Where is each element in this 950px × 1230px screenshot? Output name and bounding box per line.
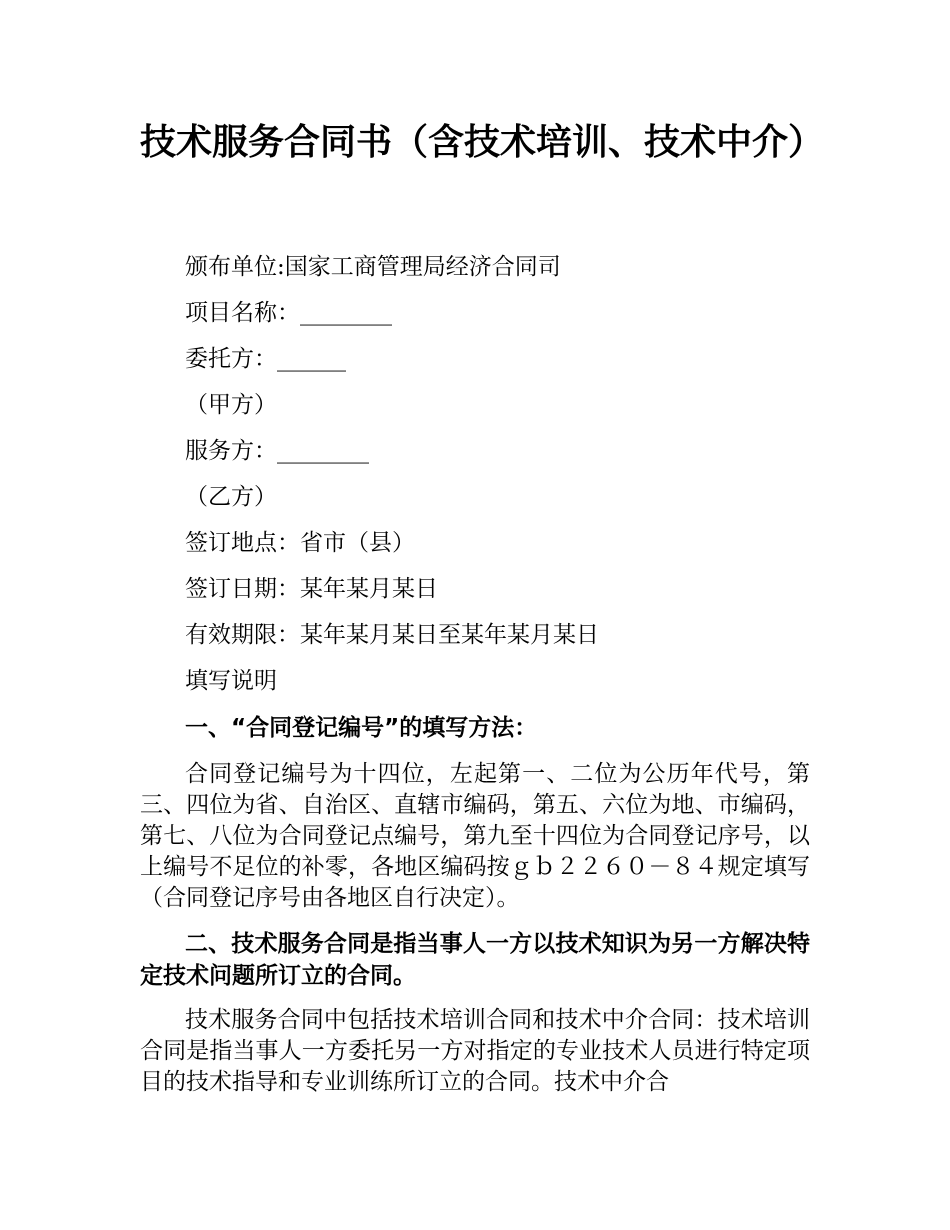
- service-provider-line: 服务方：________: [185, 438, 369, 464]
- project-name-line: 项目名称：________: [185, 300, 392, 326]
- validity-line: 有效期限：某年某月某日至某年某月某日: [185, 622, 599, 648]
- provider-role-line: （乙方）: [185, 484, 277, 510]
- section1-heading: 一、“合同登记编号”的填写方法：: [185, 715, 538, 741]
- section2-body: 技术服务合同中包括技术培训合同和技术中介合同：技术培训合同是指当事人一方委托另一方对指定的专业技术人员进行特定项目的技术指导和专业训练所订立的合同。技术中介合: [140, 1007, 810, 1095]
- sign-date-line: 签订日期：某年某月某日: [185, 576, 438, 602]
- issuer-line: 颁布单位:国家工商管理局经济合同司: [185, 254, 561, 280]
- document-title: 技术服务合同书（含技术培训、技术中介）: [140, 122, 825, 163]
- sign-place-line: 签订地点：省市（县）: [185, 530, 415, 556]
- client-role-line: （甲方）: [185, 392, 277, 418]
- instructions-label: 填写说明: [185, 668, 277, 694]
- section1-body: 合同登记编号为十四位，左起第一、二位为公历年代号，第三、四位为省、自治区、直辖市编码，第五、六位为地、市编码，第七、八位为合同登记点编号，第九至十四位为合同登记序号，以上编号不足位的补零，各地区编码按ｇｂ２２６０－８４规定填写（合同登记序号由各地区自行决定）。: [140, 761, 810, 911]
- client-line: 委托方：______: [185, 346, 346, 372]
- section2-heading: 二、技术服务合同是指当事人一方以技术知识为另一方解决特定技术问题所订立的合同。: [140, 931, 810, 989]
